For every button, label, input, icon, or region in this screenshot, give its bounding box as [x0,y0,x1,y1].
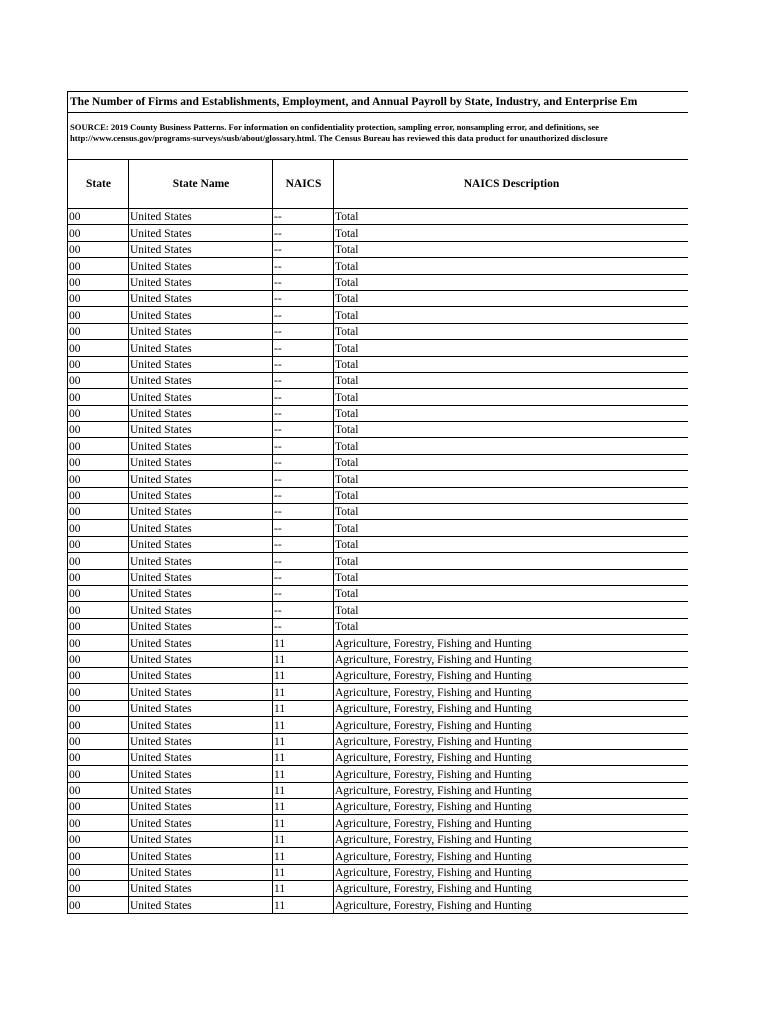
cell-naics: -- [273,569,334,585]
table-row [68,831,689,847]
cell-naics-description: Total [334,438,689,454]
table-row [68,766,689,782]
cell-state: 00 [68,274,129,290]
table-row [68,553,689,569]
cell-state: 00 [68,864,129,880]
cell-naics: -- [273,290,334,306]
header-row [68,160,689,209]
cell-state: 00 [68,290,129,306]
table-row [68,749,689,765]
table-row [68,635,689,651]
cell-naics-description: Total [334,372,689,388]
table-row [68,717,689,733]
cell-state-name: United States [129,225,273,241]
cell-naics-description: Agriculture, Forestry, Fishing and Hunting [334,782,689,798]
cell-naics-description: Agriculture, Forestry, Fishing and Hunting [334,717,689,733]
table-row [68,225,689,241]
table-row [68,454,689,470]
cell-naics: 11 [273,700,334,716]
header-state-name: State Name [129,160,273,209]
table-row [68,585,689,601]
cell-state: 00 [68,487,129,503]
cell-state-name: United States [129,372,273,388]
table-row [68,209,689,225]
cell-naics: -- [273,372,334,388]
cell-state: 00 [68,618,129,634]
cell-naics-description: Total [334,585,689,601]
table-row [68,799,689,815]
cell-naics: -- [273,307,334,323]
cell-state-name: United States [129,602,273,618]
cell-naics-description: Total [334,405,689,421]
cell-naics: -- [273,323,334,339]
cell-naics: -- [273,274,334,290]
table-row [68,618,689,634]
data-table [67,159,688,914]
cell-naics-description: Agriculture, Forestry, Fishing and Hunting [334,848,689,864]
cell-state-name: United States [129,340,273,356]
cell-state: 00 [68,667,129,683]
cell-state: 00 [68,241,129,257]
table-row [68,274,689,290]
cell-naics-description: Agriculture, Forestry, Fishing and Hunting [334,684,689,700]
cell-naics-description: Total [334,569,689,585]
table-row [68,651,689,667]
table-row [68,422,689,438]
cell-naics-description: Agriculture, Forestry, Fishing and Hunting [334,733,689,749]
cell-state: 00 [68,438,129,454]
cell-naics-description: Total [334,487,689,503]
cell-naics: 11 [273,831,334,847]
table-row [68,815,689,831]
cell-naics: 11 [273,766,334,782]
cell-state-name: United States [129,684,273,700]
cell-state: 00 [68,815,129,831]
cell-state-name: United States [129,618,273,634]
table-row [68,471,689,487]
cell-naics: -- [273,438,334,454]
table-row [68,340,689,356]
cell-naics-description: Agriculture, Forestry, Fishing and Hunting [334,831,689,847]
cell-state: 00 [68,356,129,372]
cell-state-name: United States [129,405,273,421]
cell-state-name: United States [129,635,273,651]
cell-state: 00 [68,553,129,569]
table-row [68,848,689,864]
cell-naics: -- [273,471,334,487]
cell-naics: 11 [273,881,334,897]
cell-naics-description: Total [334,307,689,323]
cell-state-name: United States [129,241,273,257]
cell-state: 00 [68,749,129,765]
cell-naics: -- [273,553,334,569]
table-row [68,487,689,503]
cell-naics-description: Total [334,422,689,438]
table-row [68,389,689,405]
cell-state-name: United States [129,487,273,503]
cell-state: 00 [68,881,129,897]
spreadsheet-page [67,91,688,918]
cell-naics-description: Agriculture, Forestry, Fishing and Hunting [334,799,689,815]
table-row [68,602,689,618]
cell-naics: 11 [273,815,334,831]
source-line-1: SOURCE: 2019 County Business Patterns. For information on confidentiality protection, sampling error, nonsampling error, and definitions, see [70,122,599,132]
cell-state: 00 [68,209,129,225]
cell-state: 00 [68,520,129,536]
cell-state-name: United States [129,585,273,601]
cell-naics-description: Total [334,520,689,536]
table-row [68,241,689,257]
cell-state-name: United States [129,504,273,520]
cell-state-name: United States [129,831,273,847]
cell-naics: -- [273,585,334,601]
cell-state-name: United States [129,799,273,815]
cell-state-name: United States [129,897,273,913]
cell-state-name: United States [129,438,273,454]
table-row [68,405,689,421]
cell-state: 00 [68,635,129,651]
cell-state: 00 [68,225,129,241]
cell-state-name: United States [129,700,273,716]
sheet-title: The Number of Firms and Establishments, Employment, and Annual Payroll by State, Industry, and Enterprise Em [67,91,688,113]
cell-state-name: United States [129,323,273,339]
cell-naics: -- [273,602,334,618]
cell-naics-description: Total [334,471,689,487]
cell-state: 00 [68,340,129,356]
cell-naics: 11 [273,864,334,880]
cell-state: 00 [68,766,129,782]
cell-naics-description: Agriculture, Forestry, Fishing and Hunting [334,667,689,683]
cell-state-name: United States [129,766,273,782]
source-line-2: http://www.census.gov/programs-surveys/susb/about/glossary.html. The Census Bureau has reviewed this data product for unauthorized disclosure [70,133,608,143]
cell-state-name: United States [129,881,273,897]
table-row [68,881,689,897]
cell-state: 00 [68,569,129,585]
cell-naics: 11 [273,749,334,765]
cell-state: 00 [68,405,129,421]
cell-naics-description: Agriculture, Forestry, Fishing and Hunting [334,881,689,897]
table-row [68,569,689,585]
cell-state: 00 [68,389,129,405]
cell-naics-description: Total [334,389,689,405]
cell-naics: 11 [273,717,334,733]
cell-state: 00 [68,536,129,552]
cell-state-name: United States [129,749,273,765]
cell-state: 00 [68,471,129,487]
cell-naics-description: Agriculture, Forestry, Fishing and Hunting [334,651,689,667]
cell-state: 00 [68,782,129,798]
table-row [68,700,689,716]
cell-naics: -- [273,536,334,552]
header-naics: NAICS [273,160,334,209]
cell-naics: -- [273,225,334,241]
cell-naics-description: Total [334,225,689,241]
cell-naics: -- [273,258,334,274]
cell-state-name: United States [129,536,273,552]
cell-state: 00 [68,717,129,733]
cell-state-name: United States [129,864,273,880]
cell-state: 00 [68,897,129,913]
cell-naics: -- [273,356,334,372]
cell-naics: -- [273,454,334,470]
cell-naics-description: Total [334,290,689,306]
table-body [68,209,689,914]
cell-state: 00 [68,848,129,864]
cell-naics-description: Total [334,454,689,470]
cell-naics: 11 [273,667,334,683]
table-row [68,782,689,798]
cell-naics-description: Agriculture, Forestry, Fishing and Hunting [334,864,689,880]
cell-state: 00 [68,307,129,323]
source-note [67,113,688,159]
header-naics-description: NAICS Description [334,160,689,209]
table-row [68,667,689,683]
cell-state: 00 [68,422,129,438]
table-row [68,438,689,454]
cell-state-name: United States [129,553,273,569]
cell-naics: -- [273,520,334,536]
cell-naics: -- [273,422,334,438]
cell-naics: -- [273,487,334,503]
cell-state: 00 [68,651,129,667]
cell-naics: 11 [273,733,334,749]
cell-naics-description: Total [334,602,689,618]
cell-state-name: United States [129,274,273,290]
cell-state-name: United States [129,258,273,274]
cell-naics: -- [273,504,334,520]
cell-naics-description: Total [334,241,689,257]
table-row [68,520,689,536]
cell-naics-description: Total [334,274,689,290]
cell-state-name: United States [129,569,273,585]
cell-state: 00 [68,323,129,339]
cell-state: 00 [68,684,129,700]
cell-state-name: United States [129,307,273,323]
cell-state-name: United States [129,209,273,225]
cell-state-name: United States [129,520,273,536]
cell-state: 00 [68,799,129,815]
cell-naics-description: Total [334,553,689,569]
table-row [68,504,689,520]
cell-state-name: United States [129,454,273,470]
cell-naics-description: Total [334,356,689,372]
cell-naics-description: Agriculture, Forestry, Fishing and Hunting [334,815,689,831]
cell-naics-description: Total [334,258,689,274]
cell-state: 00 [68,602,129,618]
table-row [68,290,689,306]
cell-state: 00 [68,585,129,601]
cell-naics-description: Total [334,323,689,339]
cell-naics: -- [273,340,334,356]
cell-naics: -- [273,618,334,634]
table-row [68,372,689,388]
cell-naics-description: Total [334,504,689,520]
cell-naics-description: Total [334,536,689,552]
table-row [68,356,689,372]
cell-state-name: United States [129,667,273,683]
cell-state-name: United States [129,815,273,831]
cell-naics: -- [273,389,334,405]
table-row [68,307,689,323]
cell-naics: 11 [273,635,334,651]
table-row [68,323,689,339]
cell-state: 00 [68,504,129,520]
cell-naics: -- [273,241,334,257]
cell-naics-description: Total [334,340,689,356]
cell-naics: 11 [273,684,334,700]
cell-naics-description: Total [334,209,689,225]
cell-naics-description: Agriculture, Forestry, Fishing and Hunting [334,635,689,651]
cell-naics-description: Agriculture, Forestry, Fishing and Hunting [334,700,689,716]
cell-naics-description: Agriculture, Forestry, Fishing and Hunting [334,749,689,765]
table-row [68,897,689,913]
cell-state: 00 [68,372,129,388]
cell-state-name: United States [129,651,273,667]
table-row [68,258,689,274]
cell-state: 00 [68,700,129,716]
table-row [68,684,689,700]
cell-naics-description: Agriculture, Forestry, Fishing and Hunting [334,897,689,913]
cell-state-name: United States [129,848,273,864]
cell-state: 00 [68,258,129,274]
header-state: State [68,160,129,209]
cell-naics: 11 [273,799,334,815]
cell-state-name: United States [129,471,273,487]
cell-state: 00 [68,733,129,749]
cell-naics: -- [273,405,334,421]
cell-state-name: United States [129,290,273,306]
table-row [68,733,689,749]
cell-naics: 11 [273,651,334,667]
cell-naics: -- [273,209,334,225]
cell-naics: 11 [273,848,334,864]
cell-state-name: United States [129,717,273,733]
cell-state-name: United States [129,782,273,798]
cell-state: 00 [68,831,129,847]
cell-state-name: United States [129,356,273,372]
cell-state-name: United States [129,422,273,438]
cell-naics-description: Agriculture, Forestry, Fishing and Hunting [334,766,689,782]
cell-naics: 11 [273,782,334,798]
cell-state-name: United States [129,733,273,749]
table-row [68,536,689,552]
table-row [68,864,689,880]
cell-state-name: United States [129,389,273,405]
cell-naics: 11 [273,897,334,913]
cell-naics-description: Total [334,618,689,634]
cell-state: 00 [68,454,129,470]
